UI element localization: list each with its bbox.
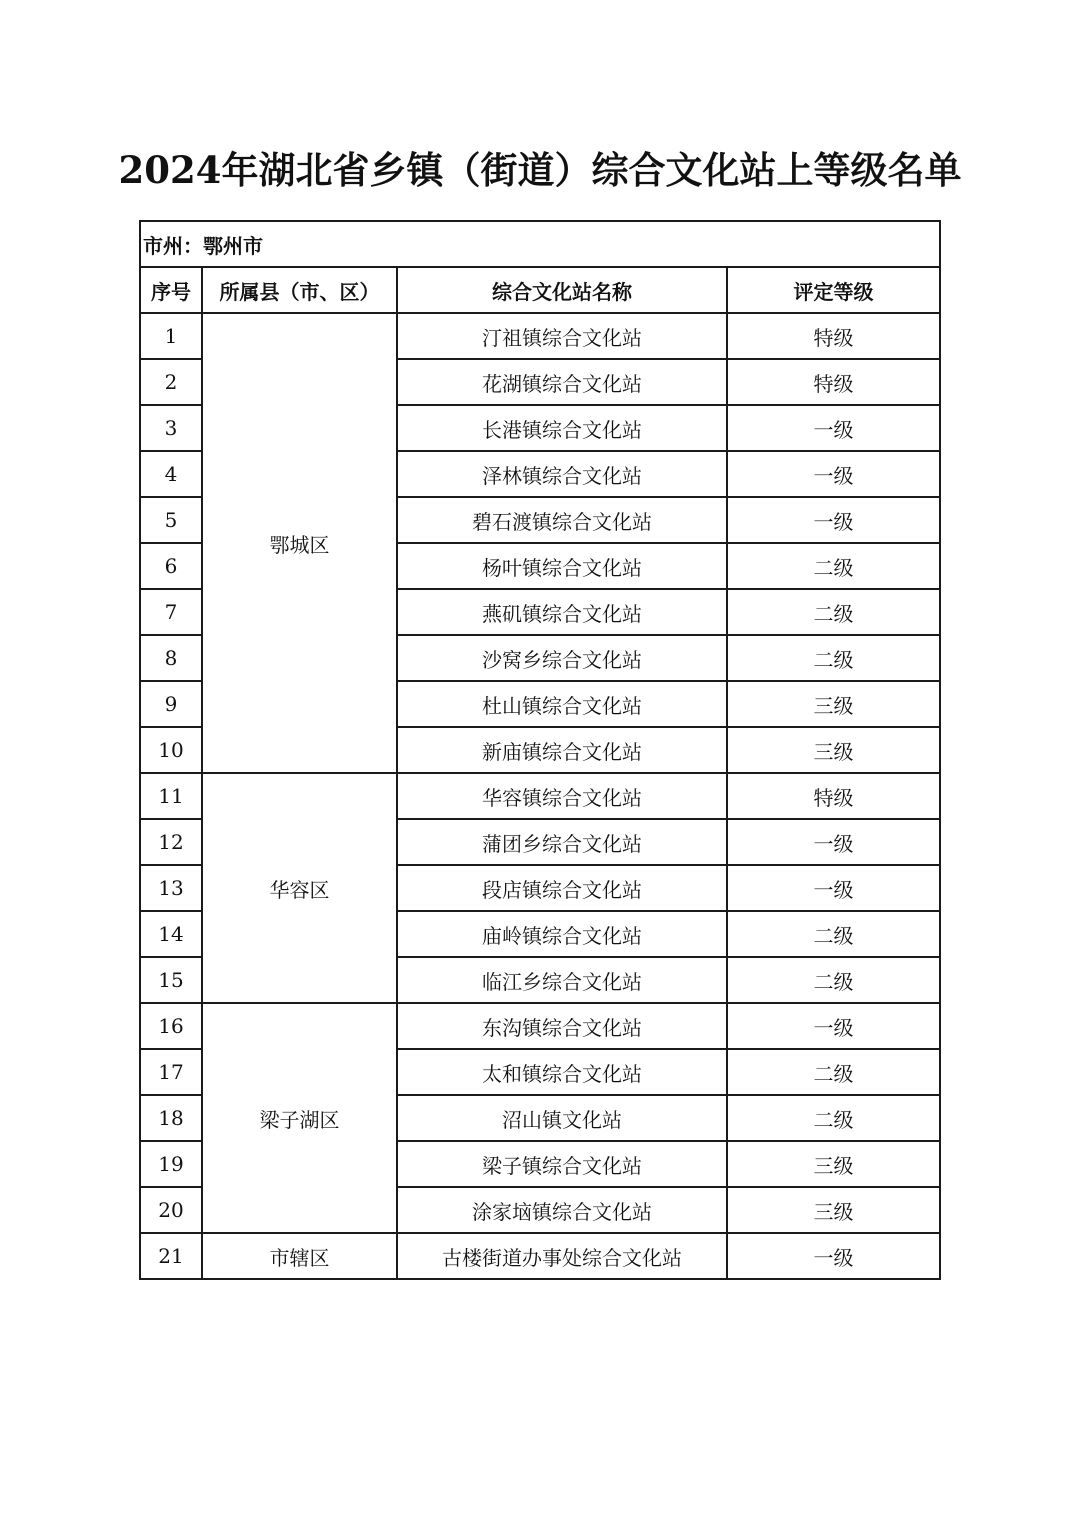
row-number: 15: [140, 957, 202, 1003]
row-number: 10: [140, 727, 202, 773]
station-name: 临江乡综合文化站: [397, 957, 727, 1003]
station-grade: 一级: [727, 819, 940, 865]
station-name: 梁子镇综合文化站: [397, 1141, 727, 1187]
table-row: [140, 313, 940, 359]
station-name: 庙岭镇综合文化站: [397, 911, 727, 957]
station-grade: 三级: [727, 681, 940, 727]
station-name: 燕矶镇综合文化站: [397, 589, 727, 635]
station-grade: 二级: [727, 911, 940, 957]
station-name: 泽林镇综合文化站: [397, 451, 727, 497]
station-grade: 三级: [727, 1187, 940, 1233]
row-number: 12: [140, 819, 202, 865]
row-number: 21: [140, 1233, 202, 1279]
row-number: 16: [140, 1003, 202, 1049]
station-grade: 二级: [727, 543, 940, 589]
table-row: [140, 1003, 940, 1049]
county-cell: 鄂城区: [202, 313, 397, 773]
station-grade: 特级: [727, 313, 940, 359]
county-cell: 梁子湖区: [202, 1003, 397, 1233]
row-number: 5: [140, 497, 202, 543]
row-number: 20: [140, 1187, 202, 1233]
station-grade: 一级: [727, 497, 940, 543]
station-grade: 一级: [727, 405, 940, 451]
table-row: [140, 773, 940, 819]
station-name: 涂家垴镇综合文化站: [397, 1187, 727, 1233]
station-name: 花湖镇综合文化站: [397, 359, 727, 405]
station-grade: 二级: [727, 635, 940, 681]
station-grade: 一级: [727, 1003, 940, 1049]
station-grade: 二级: [727, 1095, 940, 1141]
header-county: 所属县（市、区）: [202, 267, 397, 313]
station-name: 华容镇综合文化站: [397, 773, 727, 819]
station-name: 碧石渡镇综合文化站: [397, 497, 727, 543]
station-grade: 二级: [727, 589, 940, 635]
station-grade: 特级: [727, 773, 940, 819]
station-name: 沙窝乡综合文化站: [397, 635, 727, 681]
station-name: 杨叶镇综合文化站: [397, 543, 727, 589]
header-row: [140, 267, 940, 313]
station-grade: 特级: [727, 359, 940, 405]
row-number: 9: [140, 681, 202, 727]
station-grade: 一级: [727, 451, 940, 497]
header-station: 综合文化站名称: [397, 267, 727, 313]
station-grade: 一级: [727, 865, 940, 911]
city-row: [140, 221, 940, 267]
row-number: 17: [140, 1049, 202, 1095]
county-cell: 市辖区: [202, 1233, 397, 1279]
station-name: 汀祖镇综合文化站: [397, 313, 727, 359]
station-name: 太和镇综合文化站: [397, 1049, 727, 1095]
station-grade: 三级: [727, 1141, 940, 1187]
row-number: 8: [140, 635, 202, 681]
station-name: 新庙镇综合文化站: [397, 727, 727, 773]
table-row: [140, 1233, 940, 1279]
station-name: 古楼街道办事处综合文化站: [397, 1233, 727, 1279]
station-grade: 二级: [727, 1049, 940, 1095]
row-number: 2: [140, 359, 202, 405]
station-grade: 三级: [727, 727, 940, 773]
row-number: 7: [140, 589, 202, 635]
city-cell: [140, 221, 940, 267]
city-label: 市州：: [143, 233, 203, 258]
station-name: 段店镇综合文化站: [397, 865, 727, 911]
county-cell: 华容区: [202, 773, 397, 1003]
header-no: 序号: [140, 267, 202, 313]
station-name: 东沟镇综合文化站: [397, 1003, 727, 1049]
table-body: [140, 313, 940, 1279]
row-number: 13: [140, 865, 202, 911]
station-name: 沼山镇文化站: [397, 1095, 727, 1141]
page-title: 2024年湖北省乡镇（街道）综合文化站上等级名单: [118, 148, 962, 192]
row-number: 1: [140, 313, 202, 359]
station-grade: 一级: [727, 1233, 940, 1279]
station-table: [139, 220, 941, 1280]
station-name: 长港镇综合文化站: [397, 405, 727, 451]
header-grade: 评定等级: [727, 267, 940, 313]
row-number: 4: [140, 451, 202, 497]
station-name: 蒲团乡综合文化站: [397, 819, 727, 865]
station-grade: 二级: [727, 957, 940, 1003]
row-number: 19: [140, 1141, 202, 1187]
row-number: 3: [140, 405, 202, 451]
row-number: 18: [140, 1095, 202, 1141]
row-number: 6: [140, 543, 202, 589]
row-number: 11: [140, 773, 202, 819]
city-name: 鄂州市: [203, 233, 263, 258]
row-number: 14: [140, 911, 202, 957]
station-name: 杜山镇综合文化站: [397, 681, 727, 727]
